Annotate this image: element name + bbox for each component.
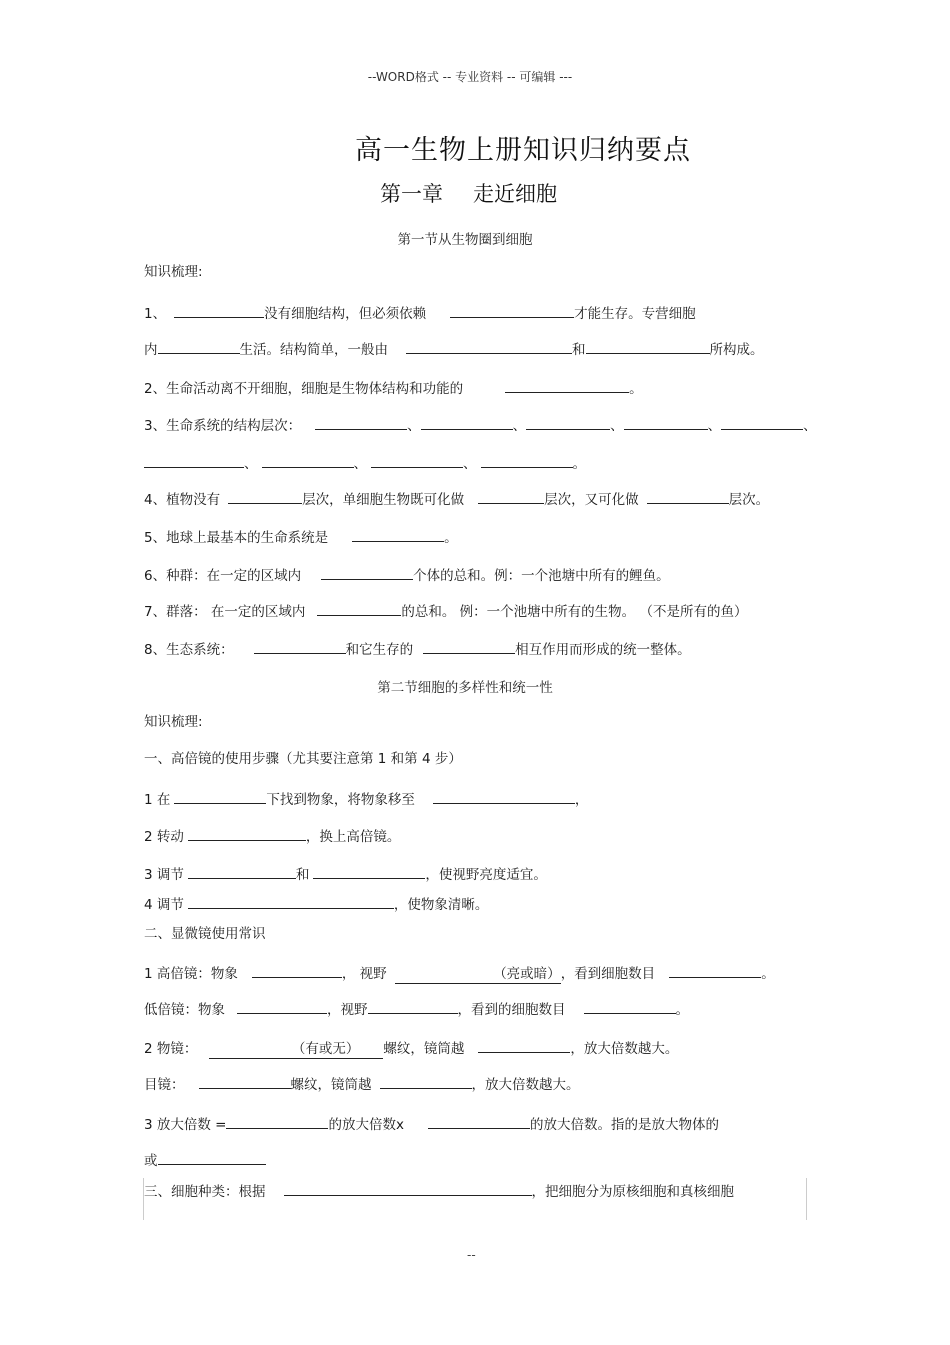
chapter-number: 第一章 — [380, 182, 443, 206]
fill-blank[interactable] — [505, 378, 629, 393]
fill-blank[interactable] — [526, 415, 610, 430]
fill-blank[interactable] — [647, 489, 729, 504]
item-1-line-2: 内 生活。结构简单，一般由 和 所构成。 — [144, 339, 764, 359]
fill-blank[interactable] — [450, 303, 574, 318]
item-4: 4、植物没有 层次，单细胞生物既可化做 层次，又可化做 层次。 — [144, 489, 769, 509]
item-3-line-2: 、 、 、 。 — [144, 453, 586, 473]
fill-blank[interactable] — [226, 1114, 328, 1129]
chapter-name: 走近细胞 — [473, 182, 557, 206]
heading-cell-types: 三、细胞种类：根据 ，把细胞分为原核细胞和真核细胞 — [144, 1181, 734, 1201]
knowledge-label: 知识梳理: — [144, 264, 203, 280]
step-4: 4 调节 ，使物象清晰。 — [144, 894, 488, 914]
item-1-line-1: 1、 没有细胞结构，但必须依赖 才能生存。专营细胞 — [144, 303, 696, 323]
fill-blank[interactable] — [423, 639, 515, 654]
page-header: --WORD格式 -- 专业资料 -- 可编辑 --- — [367, 70, 573, 84]
fill-blank[interactable] — [313, 864, 425, 879]
item-5: 5、地球上最基本的生命系统是 。 — [144, 527, 458, 547]
item-7: 7、群落： 在一定的区域内 的总和。 例：一个池塘中所有的生物。 （不是所有的鱼） — [144, 601, 747, 621]
item-3-line-1: 3、生命系统的结构层次： 、 、 、 、 、 — [144, 415, 817, 435]
fill-blank-has-or-not[interactable]: （有或无） — [209, 1040, 383, 1059]
item-6: 6、种群：在一定的区域内 个体的总和。例：一个池塘中所有的鲤鱼。 — [144, 565, 670, 585]
fill-blank[interactable] — [478, 489, 544, 504]
common-3-continued: 或 — [144, 1150, 266, 1170]
fill-blank[interactable] — [158, 1150, 266, 1165]
fill-blank[interactable] — [317, 601, 401, 616]
fill-blank[interactable] — [428, 1114, 530, 1129]
section-2-title: 第二节细胞的多样性和统一性 — [377, 680, 553, 696]
fill-blank[interactable] — [158, 339, 240, 354]
fill-blank[interactable] — [624, 415, 708, 430]
fill-blank[interactable] — [380, 1074, 472, 1089]
fill-blank[interactable] — [478, 1038, 570, 1053]
step-3: 3 调节 和 ，使视野亮度适宜。 — [144, 864, 547, 884]
fill-blank[interactable] — [144, 453, 244, 468]
fill-blank[interactable] — [262, 453, 354, 468]
chapter-heading — [380, 178, 557, 208]
fill-blank[interactable] — [199, 1074, 291, 1089]
fill-blank[interactable] — [584, 999, 676, 1014]
step-2: 2 转动 ，换上高倍镜。 — [144, 826, 400, 846]
item-2: 2、生命活动离不开细胞，细胞是生物体结构和功能的 。 — [144, 378, 643, 398]
fill-blank[interactable] — [406, 339, 572, 354]
fill-blank[interactable] — [252, 963, 342, 978]
heading-microscope-knowledge: 二、显微镜使用常识 — [144, 926, 266, 942]
section-1-title: 第一节从生物圈到细胞 — [397, 232, 533, 248]
knowledge-label: 知识梳理: — [144, 714, 203, 730]
fill-blank-bright-or-dark[interactable]: （亮或暗） — [395, 965, 561, 984]
heading-high-power-steps: 一、高倍镜的使用步骤（尤其要注意第 1 和第 4 步） — [144, 751, 462, 767]
step-1: 1 在 下找到物象，将物象移至 ， — [144, 789, 588, 809]
common-2-objective: 2 物镜： （有或无） 螺纹，镜筒越 ，放大倍数越大。 — [144, 1038, 678, 1059]
page-footer: -- — [467, 1248, 476, 1262]
fill-blank[interactable] — [352, 527, 444, 542]
fill-blank[interactable] — [228, 489, 302, 504]
margin-line-left — [143, 1178, 144, 1220]
fill-blank[interactable] — [254, 639, 346, 654]
common-2-eyepiece: 目镜： 螺纹，镜筒越 ，放大倍数越大。 — [144, 1074, 580, 1094]
fill-blank[interactable] — [433, 789, 575, 804]
fill-blank[interactable] — [174, 303, 264, 318]
fill-blank[interactable] — [368, 999, 458, 1014]
fill-blank[interactable] — [721, 415, 803, 430]
fill-blank[interactable] — [237, 999, 327, 1014]
fill-blank[interactable] — [188, 894, 394, 909]
fill-blank[interactable] — [669, 963, 761, 978]
common-3-magnification: 3 放大倍数 = 的放大倍数x 的放大倍数。指的是放大物体的 — [144, 1114, 719, 1134]
document-title: 高一生物上册知识归纳要点 — [355, 135, 691, 166]
fill-blank[interactable] — [315, 415, 407, 430]
common-1-low: 低倍镜：物象 ，视野 ，看到的细胞数目 。 — [144, 999, 689, 1019]
fill-blank[interactable] — [371, 453, 463, 468]
common-1: 1 高倍镜：物象 ， 视野 （亮或暗），看到细胞数目 。 — [144, 963, 775, 984]
margin-line-right — [806, 1178, 807, 1220]
item-8: 8、生态系统： 和它生存的 相互作用而形成的统一整体。 — [144, 639, 691, 659]
fill-blank[interactable] — [321, 565, 413, 580]
fill-blank[interactable] — [174, 789, 266, 804]
fill-blank[interactable] — [188, 826, 306, 841]
fill-blank[interactable] — [481, 453, 573, 468]
fill-blank[interactable] — [188, 864, 296, 879]
fill-blank[interactable] — [284, 1181, 532, 1196]
fill-blank[interactable] — [421, 415, 513, 430]
fill-blank[interactable] — [586, 339, 710, 354]
